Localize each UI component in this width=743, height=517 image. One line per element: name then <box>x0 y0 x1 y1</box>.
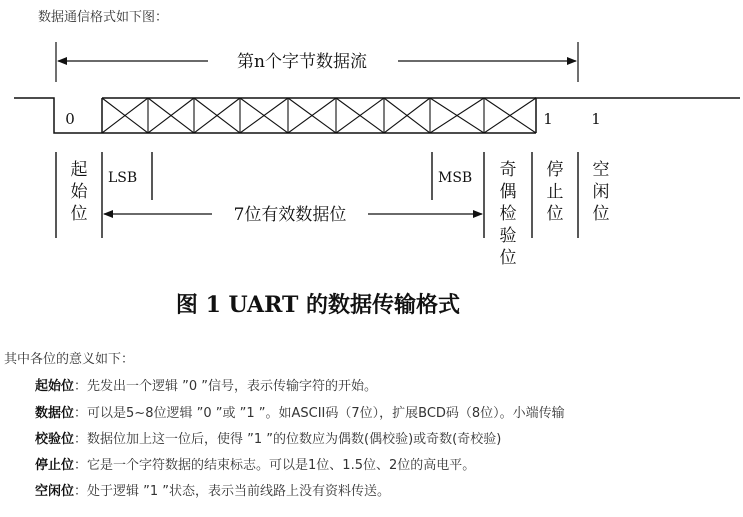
msb-label: MSB <box>438 170 473 186</box>
intro-text: 数据通信格式如下图： <box>38 10 169 25</box>
data-bit-cells <box>102 98 536 133</box>
item-term: 起始位 <box>35 379 75 394</box>
item-text: 数据位加上这一位后，使得 ”1 ”的位数应为偶数(偶校验)或奇数(奇校验) <box>87 432 502 447</box>
list-item: 起始位：先发出一个逻辑 ”0 ”信号，表示传输字符的开始。 <box>35 379 378 394</box>
stop-bit-value: 1 <box>543 110 553 128</box>
list-item: 数据位：可以是5~8位逻辑 ”0 ”或 ”1 ”。如ASCII码（7位），扩展BCD码（8位）。小端传输 <box>35 406 565 421</box>
start-bit-value: 0 <box>65 110 75 128</box>
idle-bit-label: 空闲位 <box>592 160 610 224</box>
item-term: 停止位 <box>35 458 75 473</box>
list-item: 停止位：它是一个字符数据的结束标志。可以是1位、1.5位、2位的高电平。 <box>35 458 476 473</box>
item-text: 它是一个字符数据的结束标志。可以是1位、1.5位、2位的高电平。 <box>87 458 476 473</box>
item-term: 数据位 <box>35 406 75 421</box>
item-term: 校验位 <box>35 432 75 447</box>
data-bits-label: 7位有效数据位 <box>233 205 347 225</box>
idle-bit-value: 1 <box>591 110 601 128</box>
lsb-label: LSB <box>108 170 138 186</box>
start-bit-label: 起始位 <box>70 160 88 224</box>
list-item: 校验位：数据位加上这一位后，使得 ”1 ”的位数应为偶数(偶校验)或奇数(奇校验) <box>35 432 502 447</box>
item-text: 先发出一个逻辑 ”0 ”信号，表示传输字符的开始。 <box>87 379 378 394</box>
parity-bit-label: 奇偶检验位 <box>499 160 517 268</box>
frame-label: 第n个字节数据流 <box>237 52 367 72</box>
item-text: 可以是5~8位逻辑 ”0 ”或 ”1 ”。如ASCII码（7位），扩展BCD码（8位）。小端传输 <box>87 406 565 421</box>
stop-bit-label: 停止位 <box>546 160 564 224</box>
list-item: 空闲位：处于逻辑 ”1 ”状态，表示当前线路上没有资料传送。 <box>35 484 391 499</box>
description-heading: 其中各位的意义如下： <box>4 352 135 367</box>
figure-caption: 图 1 UART 的数据传输格式 <box>175 292 461 318</box>
item-text: 处于逻辑 ”1 ”状态，表示当前线路上没有资料传送。 <box>87 484 391 499</box>
item-term: 空闲位 <box>35 484 75 499</box>
